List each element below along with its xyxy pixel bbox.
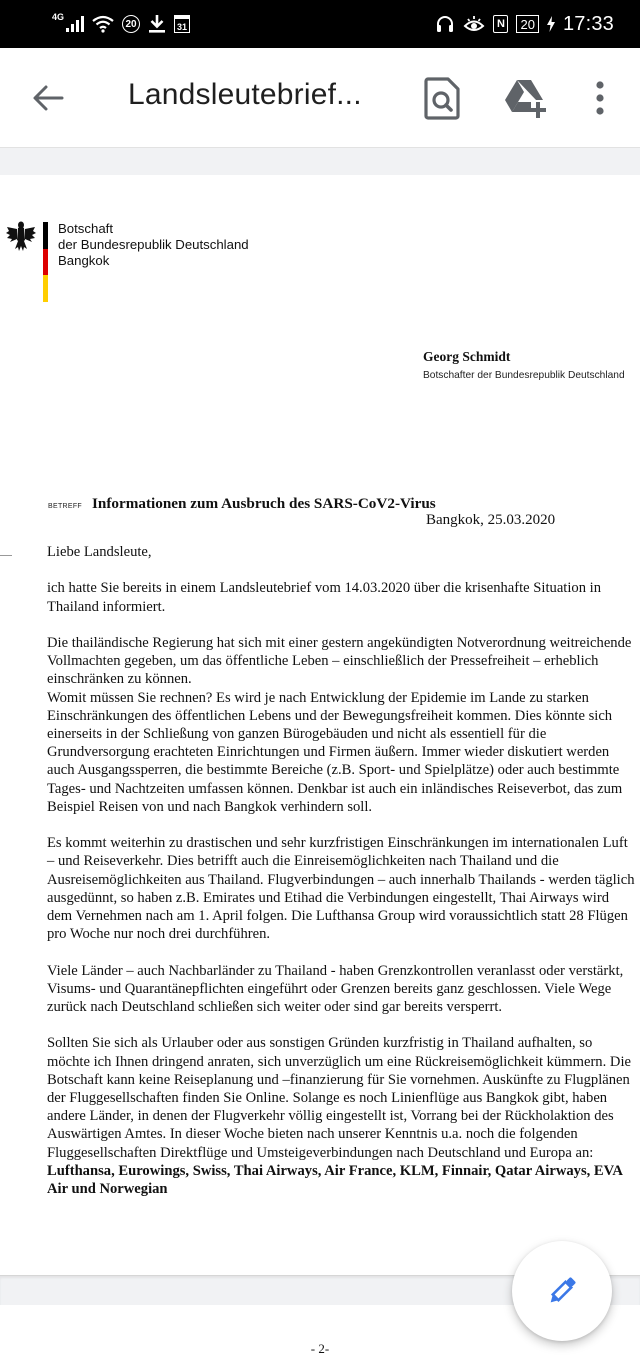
more-vert-icon[interactable] xyxy=(588,78,612,118)
ambassador-name: Georg Schmidt xyxy=(423,349,511,364)
network-type: 4G xyxy=(52,12,65,22)
page-number: - 2- xyxy=(310,1341,330,1356)
eye-comfort-icon xyxy=(463,14,485,34)
letterhead-line-2: der Bundesrepublik Deutschland xyxy=(58,237,249,252)
calendar-icon: 31 xyxy=(174,15,190,33)
paragraph-1: ich hatte Sie bereits in einem Landsleutebrief vom 14.03.2020 über die krisenhafte Situation in Thailand informiert. xyxy=(47,580,602,615)
ambassador-role: Botschafter der Bundesrepublik Deutschland xyxy=(423,370,625,381)
federal-eagle-icon xyxy=(6,220,36,254)
status-bar-right xyxy=(435,10,614,38)
edit-pencil-icon xyxy=(544,1273,580,1309)
letterhead-line-1: Botschaft xyxy=(58,221,113,236)
document-page-1[interactable] xyxy=(0,175,640,1275)
letterhead-line-3: Bangkok xyxy=(58,253,110,268)
subject-text: Informationen zum Ausbruch des SARS-CoV2-Virus xyxy=(92,495,436,512)
margin-mark xyxy=(0,555,12,556)
paragraph-4: Es kommt weiterhin zu drastischen und sehr kurzfristigen Einschränkungen im internationalen Luft – und Reiseverkehr. Dies betrifft auch die Einreisemöglichkeiten nach Thailand und die Ausreisemöglichkeiten aus Thailand. Flugverbindungen – auch innerhalb Thailands - werden täglich ausgedünnt, so haben z.B. Emirates und Etihad die Verbindungen eingestellt, Thai Airways wird dem Vernehmen nach am 1. April folgen. Die Lufthansa Group wird voraussichtlich statt 28 Flügen pro Woche nur noch drei durchführen. xyxy=(47,835,635,943)
signal-icon xyxy=(66,16,84,32)
flag-stripe xyxy=(43,222,48,302)
wifi-icon xyxy=(92,15,114,33)
headset-icon xyxy=(435,14,455,34)
document-title: Landsleutebrief... xyxy=(128,78,362,111)
battery-icon: 20 xyxy=(516,15,538,33)
airline-list: Lufthansa, Eurowings, Swiss, Thai Airways, Air France, KLM, Finnair, Qatar Airways, EVA Air und Norwegian xyxy=(47,1162,623,1198)
charging-icon xyxy=(547,16,555,32)
edit-button[interactable] xyxy=(512,1241,612,1341)
letterhead xyxy=(58,221,249,269)
status-bar-left xyxy=(52,10,190,38)
betreff-label: BETREFF xyxy=(48,503,82,510)
subject-line xyxy=(48,495,436,513)
arrow-back-icon[interactable] xyxy=(30,80,66,116)
status-bar xyxy=(0,0,640,48)
paragraph-6: Sollten Sie sich als Urlauber oder aus sonstigen Gründen kurzfristig in Thailand aufhalten, so möchte ich Ihnen dringend anraten, sich unverzüglich um eine Rückreisemöglichkeit kümmern. Die Botschaft kann keine Reiseplanung und –finanzierung für Sie vornehmen. Auskünfte zu Flugplänen der Fluggesellschaften finden Sie Online. Solange es noch Linienflüge aus Bangkok gibt, haben andere Länder, in denen der Flugverkehr völlig eingestellt ist, Vorrang bei der Rückholaktion des Auswärtigen Amtes. In dieser Woche bieten nach unserer Kenntnis u.a. noch die folgenden Fluggesellschaften Direktflüge und Umsteigeverbindungen nach Deutschland und Europa an: xyxy=(47,1035,631,1161)
clock: 17:33 xyxy=(562,12,614,35)
paragraph-3: Womit müssen Sie rechnen? Es wird je nach Entwicklung der Epidemie im Lande zu starken Einschränkungen des öffentlichen Lebens und der Bewegungsfreiheit kommen. Dies könnte sich einerseits in der Schließung von ganzen Bürogebäuden und nicht als essentiell für die Grundversorgung erachteten Einrichtungen und Firmen äußern. Immer wieder diskutiert werden auch Ausgangssperren, die bestimmte Bereiche (z.B. Sport- und Spielplätze) oder auch bestimmte Tages- und Nachtzeiten umfassen können. Denkbar ist auch ein inländisches Reiseverbot, das zum Beispiel Reisen von und nach Bangkok verhindern soll. xyxy=(47,689,623,815)
nfc-icon: N xyxy=(493,15,508,33)
letter-body xyxy=(47,543,637,1216)
download-icon xyxy=(148,14,166,34)
find-in-document-icon[interactable] xyxy=(422,76,462,120)
place-date: Bangkok, 25.03.2020 xyxy=(426,512,556,528)
page-separator xyxy=(0,148,640,175)
add-to-drive-icon[interactable] xyxy=(503,78,549,120)
paragraph-2: Die thailändische Regierung hat sich mit einer gestern angekündigten Notverordnung weitreichende Vollmachten gegeben, um das öffentliche Leben – einschließlich der Pressefreiheit – erheblich einschränken zu können. xyxy=(47,634,632,688)
salutation: Liebe Landsleute, xyxy=(47,544,152,560)
paragraph-5: Viele Länder – auch Nachbarländer zu Thailand - haben Grenzkontrollen veranlasst oder verstärkt, Visums- und Quarantänepflichten eingeführt oder Grenzen bereits ganz geschlossen. Viele Wege zurück nach Deutschland schließen sich weiter oder sind gar bereits versperrt. xyxy=(47,962,624,1016)
notification-badge-icon: 20 xyxy=(122,15,140,33)
app-bar xyxy=(0,48,640,148)
